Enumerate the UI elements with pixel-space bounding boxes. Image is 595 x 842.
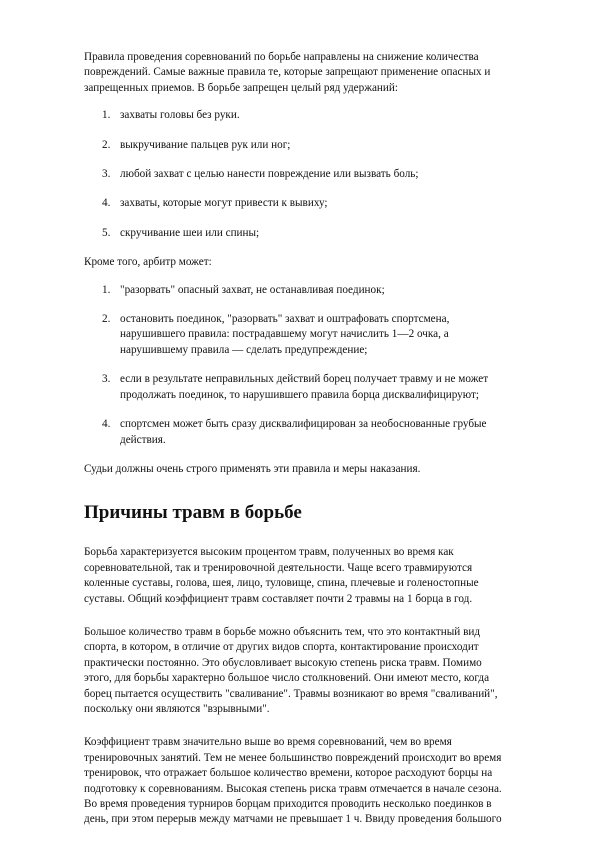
intro-paragraph: Правила проведения соревнований по борьбе направлены на снижение количества повреждений. Самые важные правила те, которые запрещают применение опасных и запрещенных приемов. В борьбе запрещен целый ряд удержаний: bbox=[84, 51, 491, 94]
list-item: 2. остановить поединок, "разорвать" захват и оштрафовать спортсмена, нарушившего правила: пострадавшему могут начислить 1—2 очка, а нарушившему правила — сделать предупреждение; bbox=[102, 313, 450, 356]
referee-actions-list bbox=[84, 283, 507, 448]
body-paragraph: Борьба характеризуется высоким процентом травм, полученных во время как соревновательной, так и тренировочной деятельности. Чаще всего травмируются коленные суставы, голова, шея, лицо, туловище, спина, плечевые и голеностопные суставы. Общий коэффициент травм составляет почти 2 травмы на 1 борца в год. bbox=[84, 546, 479, 605]
list-item: 1. "разорвать" опасный захват, не останавливая поединок; bbox=[102, 283, 385, 296]
list-item: 5. скручивание шеи или спины; bbox=[102, 226, 260, 239]
list-item: 3. любой захват с целью нанести повреждение или вызвать боль; bbox=[102, 168, 419, 181]
list-item: 4. спортсмен может быть сразу дисквалифицирован за необоснованные грубые действия. bbox=[102, 418, 487, 446]
list-item: 3. если в результате неправильных действий борец получает травму и не может продолжать поединок, то нарушившего правила борца дисквалифицируют; bbox=[102, 373, 489, 401]
list-item: 1. захваты головы без руки. bbox=[102, 109, 240, 122]
forbidden-holds-list bbox=[84, 108, 507, 241]
list-item: 4. захваты, которые могут привести к вывиху; bbox=[102, 197, 328, 210]
section-heading: Причины травм в борьбе bbox=[84, 502, 302, 524]
referee-intro: Кроме того, арбитр может: bbox=[84, 256, 212, 269]
list-item: 2. выкручивание пальцев рук или ног; bbox=[102, 138, 291, 151]
body-paragraph: Коэффициент травм значительно выше во время соревнований, чем во время тренировочных занятий. Тем не менее большинство повреждений происходит во время тренировок, что отражает большое количество времени, которое расходуют борцы на подготовку к соревнованиям. Высокая степень риска травм отмечается в начале сезона. Во время проведения турниров борцам приходится проводить несколько поединков в день, при этом перерыв между матчами не превышает 1 ч. Ввиду проведения большого bbox=[84, 736, 502, 826]
judges-note: Судьи должны очень строго применять эти правила и меры наказания. bbox=[84, 462, 421, 475]
body-paragraph: Большое количество травм в борьбе можно объяснить тем, что это контактный вид спорта, в котором, в отличие от других видов спорта, контактирование происходит практически постоянно. Это обусловливает высокую степень риска травм. Помимо этого, для борьбы характерно большое число столкновений. Они имеют место, когда борец пытается осуществить "сваливание". Травмы возникают во время "сваливаний", поскольку они являются "взрывными". bbox=[84, 625, 498, 715]
